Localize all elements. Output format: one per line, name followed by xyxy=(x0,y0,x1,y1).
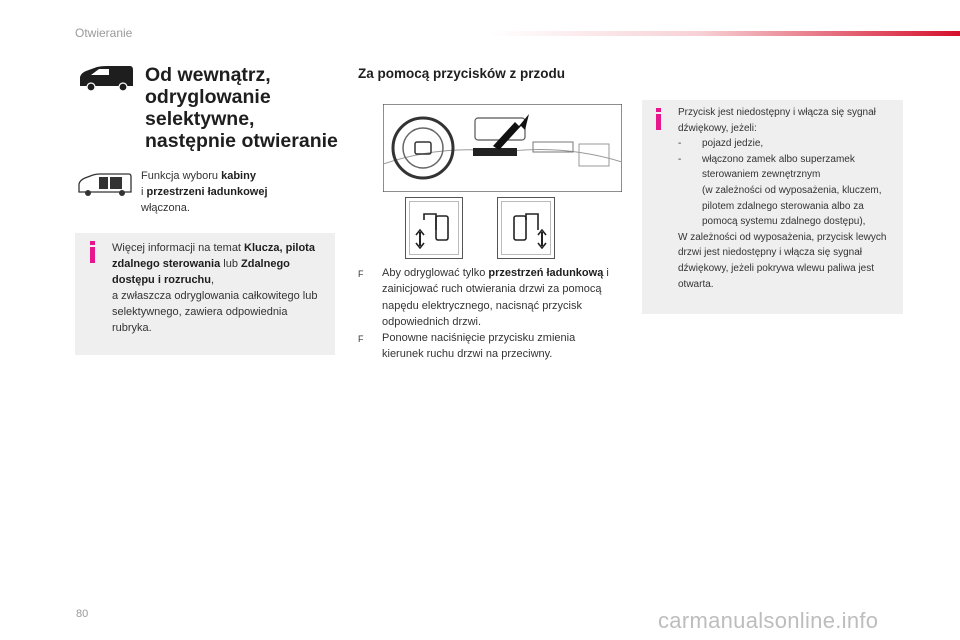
info-icon xyxy=(88,241,97,266)
right-door-button-illustration xyxy=(497,197,555,259)
subsection-title: Za pomocą przycisków z przodu xyxy=(358,66,566,81)
van-icon xyxy=(77,64,135,94)
van-cabin-cargo-icon xyxy=(77,172,133,198)
page-header-title: Otwieranie xyxy=(75,26,133,40)
info-icon xyxy=(654,108,663,133)
instructions-list xyxy=(358,265,616,363)
info-text: Więcej informacji na temat Klucza, pilota zdalnego sterowania lub Zdalnego dostępu i rozruchu, a zwłaszcza odryglowania całkowitego lub selektywnego, zawiera odpowiednia rubryka. xyxy=(112,242,318,334)
instruction-item: F Ponowne naciśnięcie przycisku zmienia kierunek ruchu drzwi na przeciwny. xyxy=(358,330,616,363)
left-door-button-illustration xyxy=(405,197,463,259)
instruction-item: F Aby odryglować tylko przestrzeń ładunkową i zainicjować ruch otwierania drzwi za pomocą napędu elektrycznego, nacisnąć przycisk odpowiednich drzwi. xyxy=(358,265,616,330)
section-title: Od wewnątrz, odryglowanie selektywne, następnie otwieranie xyxy=(145,64,338,152)
bullet-icon: F xyxy=(358,269,364,279)
info-text: Przycisk jest niedostępny i włącza się sygnał dźwiękowy, jeżeli: - pojazd jedzie, - włączono zamek albo superzamek sterowaniem zewnętrznym (w zależności od wyposażenia, kluczem, pilotem zdalnego sterowania albo za pomocą systemu zdalnego dostępu), W zależności od wyposażenia, przycisk lewych drzwi jest niedostępny i włącza się sygnał dźwiękowy, jeżeli pokrywa wlewu paliwa jest otwarta. xyxy=(678,107,887,290)
page-number: 80 xyxy=(76,608,89,620)
header-accent-bar xyxy=(490,31,960,36)
bullet-icon: F xyxy=(358,334,364,345)
feature-selection-text: Funkcja wyboru kabiny i przestrzeni ładunkowej włączona. xyxy=(141,170,268,214)
watermark: carmanualsonline.info xyxy=(658,608,879,633)
dashboard-illustration xyxy=(383,104,622,192)
